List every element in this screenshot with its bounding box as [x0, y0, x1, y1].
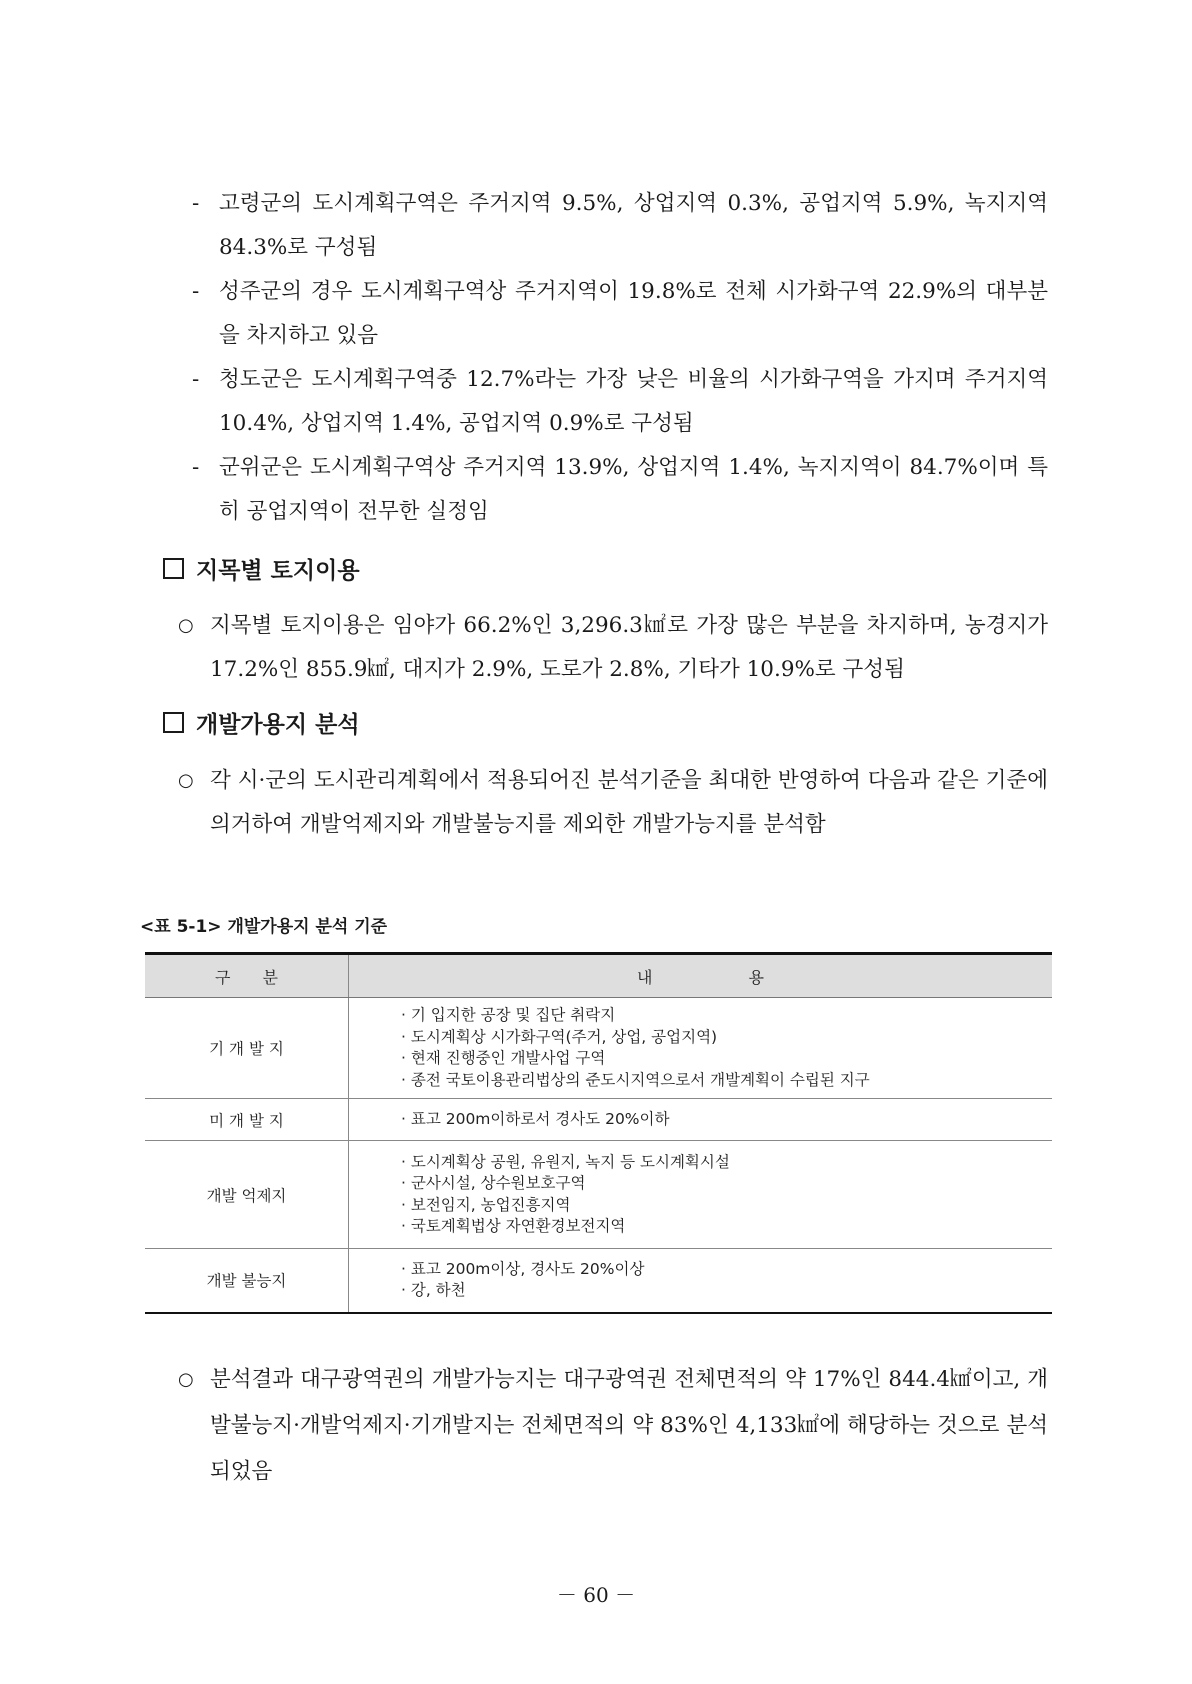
- row-category: 개발 불능지: [145, 1249, 349, 1313]
- table-row: [145, 1249, 1052, 1313]
- page-number: － 60 －: [556, 1583, 636, 1607]
- row-category: 미 개 발 지: [145, 1099, 349, 1141]
- table-header-row: [145, 954, 1052, 998]
- developable-land-bullet: [178, 759, 1048, 847]
- bullet-text: 분석결과 대구광역권의 개발가능지는 대구광역권 전체면적의 약 17%인 844.4㎢이고, 개발불능지·개발억제지·기개발지는 전체면적의 약 83%인 4,133㎢에 해당하는 것으로 분석되었음: [210, 1367, 1048, 1484]
- dash-item-seongju: [192, 270, 1048, 358]
- dash-item-text: 군위군은 도시계획구역상 주거지역 13.9%, 상업지역 1.4%, 녹지지역이 84.7%이며 특히 공업지역이 전무한 실정임: [219, 455, 1048, 524]
- row-content: [349, 1099, 1053, 1141]
- criteria-table: [145, 952, 1052, 1314]
- dash-item-gunwi: [192, 446, 1048, 534]
- table-caption: <표 5-1> 개발가용지 분석 기준: [140, 917, 388, 937]
- content-line: · 표고 200m이하로서 경사도 20%이하: [401, 1109, 670, 1128]
- table-row: [145, 1141, 1052, 1249]
- dash-item-goryeong: [192, 182, 1048, 270]
- bullet-text: 지목별 토지이용은 임야가 66.2%인 3,296.3㎢로 가장 많은 부분을 차지하며, 농경지가 17.2%인 855.9㎢, 대지가 2.9%, 도로가 2.8%, 기타가 10.9%로 구성됨: [210, 613, 1048, 682]
- circle-bullet-icon: ○: [178, 770, 194, 791]
- content-line: · 군사시설, 상수원보호구역: [401, 1174, 586, 1192]
- dash-bullet: -: [192, 455, 200, 480]
- row-content: [349, 998, 1053, 1099]
- content-line: · 기 입지한 공장 및 집단 취락지: [401, 1006, 616, 1024]
- row-content: [349, 1141, 1053, 1249]
- header-content: 내 용: [349, 954, 1053, 998]
- result-bullet: [178, 1357, 1048, 1495]
- dash-item-text: 성주군의 경우 도시계획구역상 주거지역이 19.8%로 전체 시가화구역 22.9%의 대부분을 차지하고 있음: [219, 279, 1048, 348]
- dash-bullet: -: [192, 279, 200, 304]
- section-heading-land-use: 지목별 토지이용: [163, 556, 360, 586]
- table-row: [145, 1099, 1052, 1141]
- header-category: 구 분: [145, 954, 349, 998]
- row-category: 기 개 발 지: [145, 998, 349, 1099]
- dash-bullet: -: [192, 191, 200, 216]
- dash-item-text: 청도군은 도시계획구역중 12.7%라는 가장 낮은 비율의 시가화구역을 가지며 주거지역 10.4%, 상업지역 1.4%, 공업지역 0.9%로 구성됨: [219, 367, 1048, 436]
- content-line: · 표고 200m이상, 경사도 20%이상: [401, 1259, 645, 1278]
- circle-bullet-icon: ○: [178, 615, 194, 636]
- content-line: · 보전임지, 농업진흥지역: [401, 1195, 571, 1214]
- land-use-bullet: [178, 604, 1048, 692]
- square-bullet-icon: [163, 712, 184, 733]
- content-line: · 강, 하천: [401, 1281, 466, 1300]
- dash-item-cheongdo: [192, 358, 1048, 446]
- table-row: [145, 998, 1052, 1099]
- circle-bullet-icon: ○: [178, 1369, 194, 1390]
- row-category: 개발 억제지: [145, 1141, 349, 1249]
- section-heading-developable-land: 개발가용지 분석: [163, 710, 360, 740]
- content-line: · 국토계획법상 자연환경보전지역: [401, 1217, 626, 1235]
- dash-item-text: 고령군의 도시계획구역은 주거지역 9.5%, 상업지역 0.3%, 공업지역 5.9%, 녹지지역 84.3%로 구성됨: [219, 191, 1048, 260]
- content-line: · 현재 진행중인 개발사업 구역: [401, 1049, 606, 1067]
- square-bullet-icon: [163, 558, 184, 579]
- bullet-text: 각 시·군의 도시관리계획에서 적용되어진 분석기준을 최대한 반영하여 다음과 같은 기준에 의거하여 개발억제지와 개발불능지를 제외한 개발가능지를 분석함: [210, 768, 1048, 837]
- content-line: · 도시계획상 시가화구역(주거, 상업, 공업지역): [401, 1027, 718, 1046]
- content-line: · 종전 국토이용관리법상의 준도시지역으로서 개발계획이 수립된 지구: [401, 1070, 870, 1089]
- row-content: [349, 1249, 1053, 1313]
- content-line: · 도시계획상 공원, 유원지, 녹지 등 도시계획시설: [401, 1152, 730, 1171]
- dash-bullet: -: [192, 367, 200, 392]
